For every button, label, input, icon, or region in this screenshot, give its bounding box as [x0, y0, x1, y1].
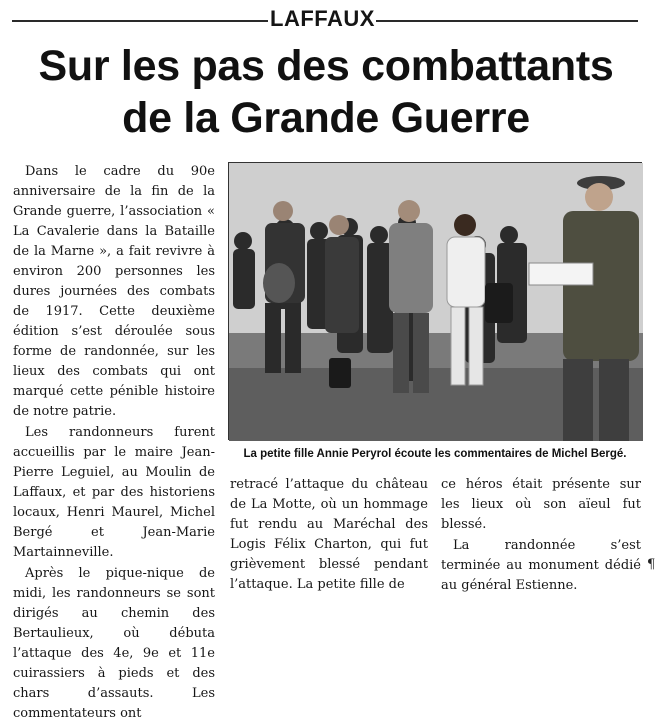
headline-line-1: Sur les pas des combattants	[38, 42, 614, 90]
header-rule-left	[12, 20, 268, 22]
paragraph: ce héros était présente sur les lieux où son aïeul fut blessé.	[441, 477, 641, 532]
article-headline	[0, 40, 652, 144]
paragraph: retracé l’attaque du château de La Motte, où un hommage fut rendu au Maréchal des Logis Félix Charton, qui fut grièvement blessé pendant l’attaque. La petite fille de	[230, 477, 428, 592]
paragraph: Dans le cadre du 90e anniversaire de la fin de la Grande guerre, l’association « La Cavalerie dans la Bataille de la Marne », a fait revivre à environ 200 personnes les dures journées des combats de 1917. Cette deuxième édition s’est déroulée sous forme de randonnée, sur les lieux des combats qui ont marqué cette pénible histoire de notre patrie.	[13, 164, 215, 419]
section-kicker: LAFFAUX	[270, 6, 375, 31]
paragraph: Après le pique-nique de midi, les randonneurs se sont dirigés au chemin des Bertaulieux, où débuta l’attaque des 4e, 9e et 11e cuirassiers à pieds et des chars d’assauts. Les commentateurs ont	[13, 566, 215, 721]
article-column-1	[13, 162, 215, 721]
headline-line-2: de la Grande Guerre	[122, 94, 530, 142]
article-column-3	[441, 475, 641, 593]
paragraph: Les randonneurs furent accueillis par le maire Jean-Pierre Leguiel, au Moulin de Laffaux, et par des historiens locaux, Henri Maurel, Michel Bergé et Jean-Marie Martainneville.	[13, 425, 215, 560]
article-column-2	[230, 475, 428, 592]
end-of-article-mark: ¶	[647, 557, 656, 572]
group-of-hikers-illustration	[229, 163, 643, 441]
header-rule-right	[376, 20, 638, 22]
news-photo	[228, 162, 642, 440]
paragraph: La randonnée s’est terminée au monument dédié au général Estienne.	[441, 538, 641, 593]
photo-caption: La petite fille Annie Peryrol écoute les commentaires de Michel Bergé.	[243, 448, 627, 460]
